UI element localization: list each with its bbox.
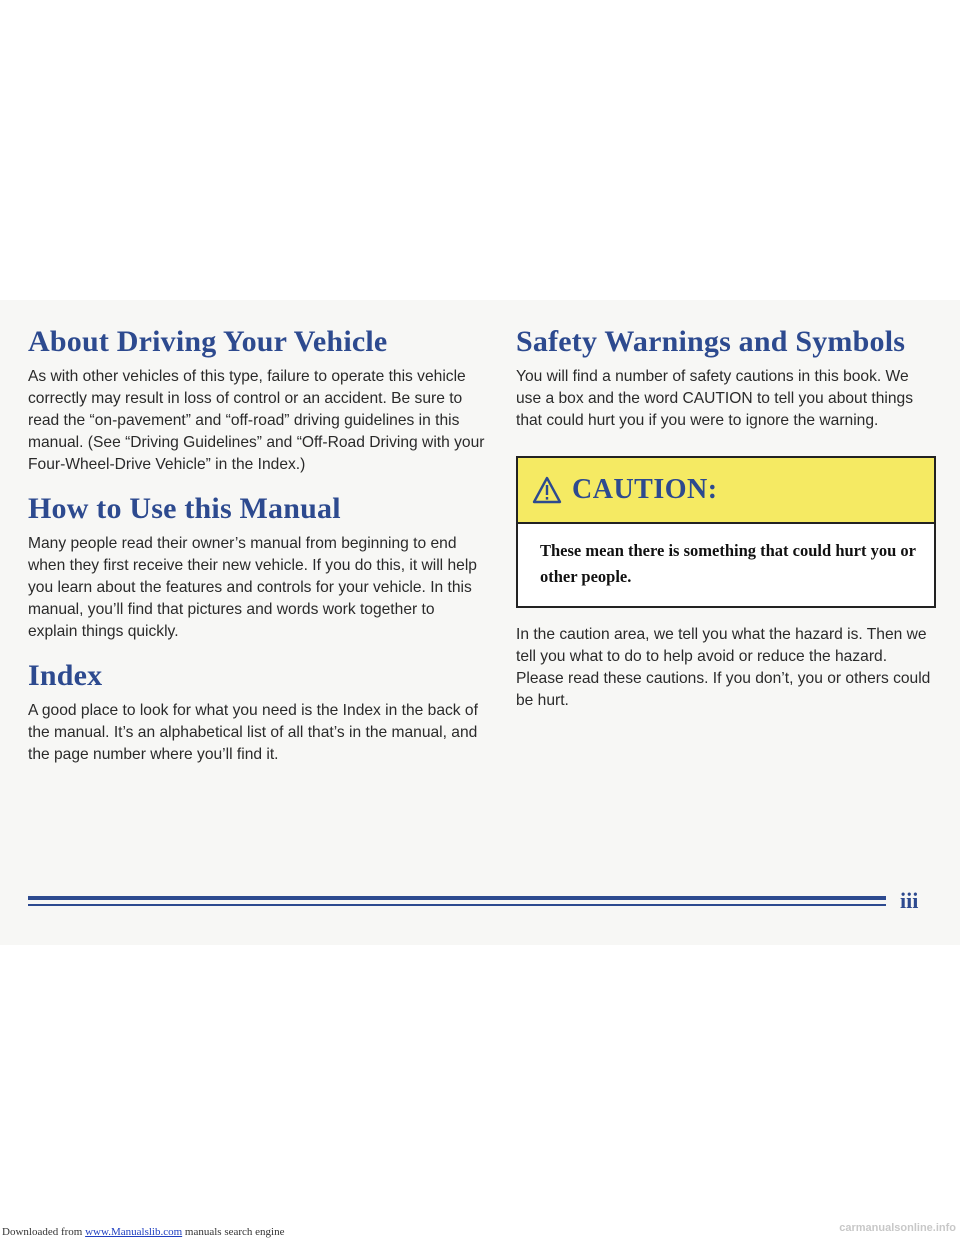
manualslib-link[interactable]: www.Manualslib.com [85, 1226, 183, 1238]
right-column [516, 325, 936, 712]
footer-rule-thick [28, 896, 886, 900]
caution-header [518, 458, 934, 524]
paragraph-index: A good place to look for what you need is the Index in the back of the manual. It’s an alphabetical list of all that’s in the manual, and the page number where you’ll find it. [28, 702, 478, 763]
caution-label: CAUTION: [572, 474, 718, 505]
download-banner [2, 1226, 284, 1238]
paragraph-caution-explanation: In the caution area, we tell you what the hazard is. Then we tell you what to do to help avoid or reduce the hazard. Please read these cautions. If you don’t, you or others could be hurt. [516, 626, 931, 709]
banner-prefix: Downloaded from [2, 1226, 86, 1238]
paragraph-safety-intro: You will find a number of safety cautions in this book. We use a box and the word CAUTION to tell you about things that could hurt you if you were to ignore the warning. [516, 368, 913, 429]
heading-index: Index [28, 659, 103, 692]
heading-safety-warnings: Safety Warnings and Symbols [516, 325, 906, 358]
heading-about-driving: About Driving Your Vehicle [28, 325, 388, 358]
banner-suffix: manuals search engine [182, 1226, 285, 1238]
caution-text: These mean there is something that could hurt you or other people. [540, 541, 916, 586]
left-column [28, 325, 486, 766]
footer-rule [28, 896, 886, 910]
paragraph-about-driving: As with other vehicles of this type, failure to operate this vehicle correctly may result in loss of control or an accident. Be sure to read the “on-pavement” and “off-road” driving guidelines in this manual. (See “Driving Guidelines” and “Off-Road Driving with your Four-Wheel-Drive Vehicle” in the Index.) [28, 368, 485, 473]
paragraph-how-to-use: Many people read their owner’s manual from beginning to end when they first receive their new vehicle. If you do this, it will help you learn about the features and controls for your vehicle. In this manual, you’ll find that pictures and words work together to explain things quickly. [28, 535, 477, 640]
watermark-logo: carmanualsonline.info [839, 1222, 956, 1234]
warning-triangle-icon [532, 476, 562, 504]
heading-how-to-use: How to Use this Manual [28, 492, 341, 525]
page-number: iii [900, 888, 919, 913]
caution-box [516, 456, 936, 608]
footer-rule-thin [28, 904, 886, 906]
